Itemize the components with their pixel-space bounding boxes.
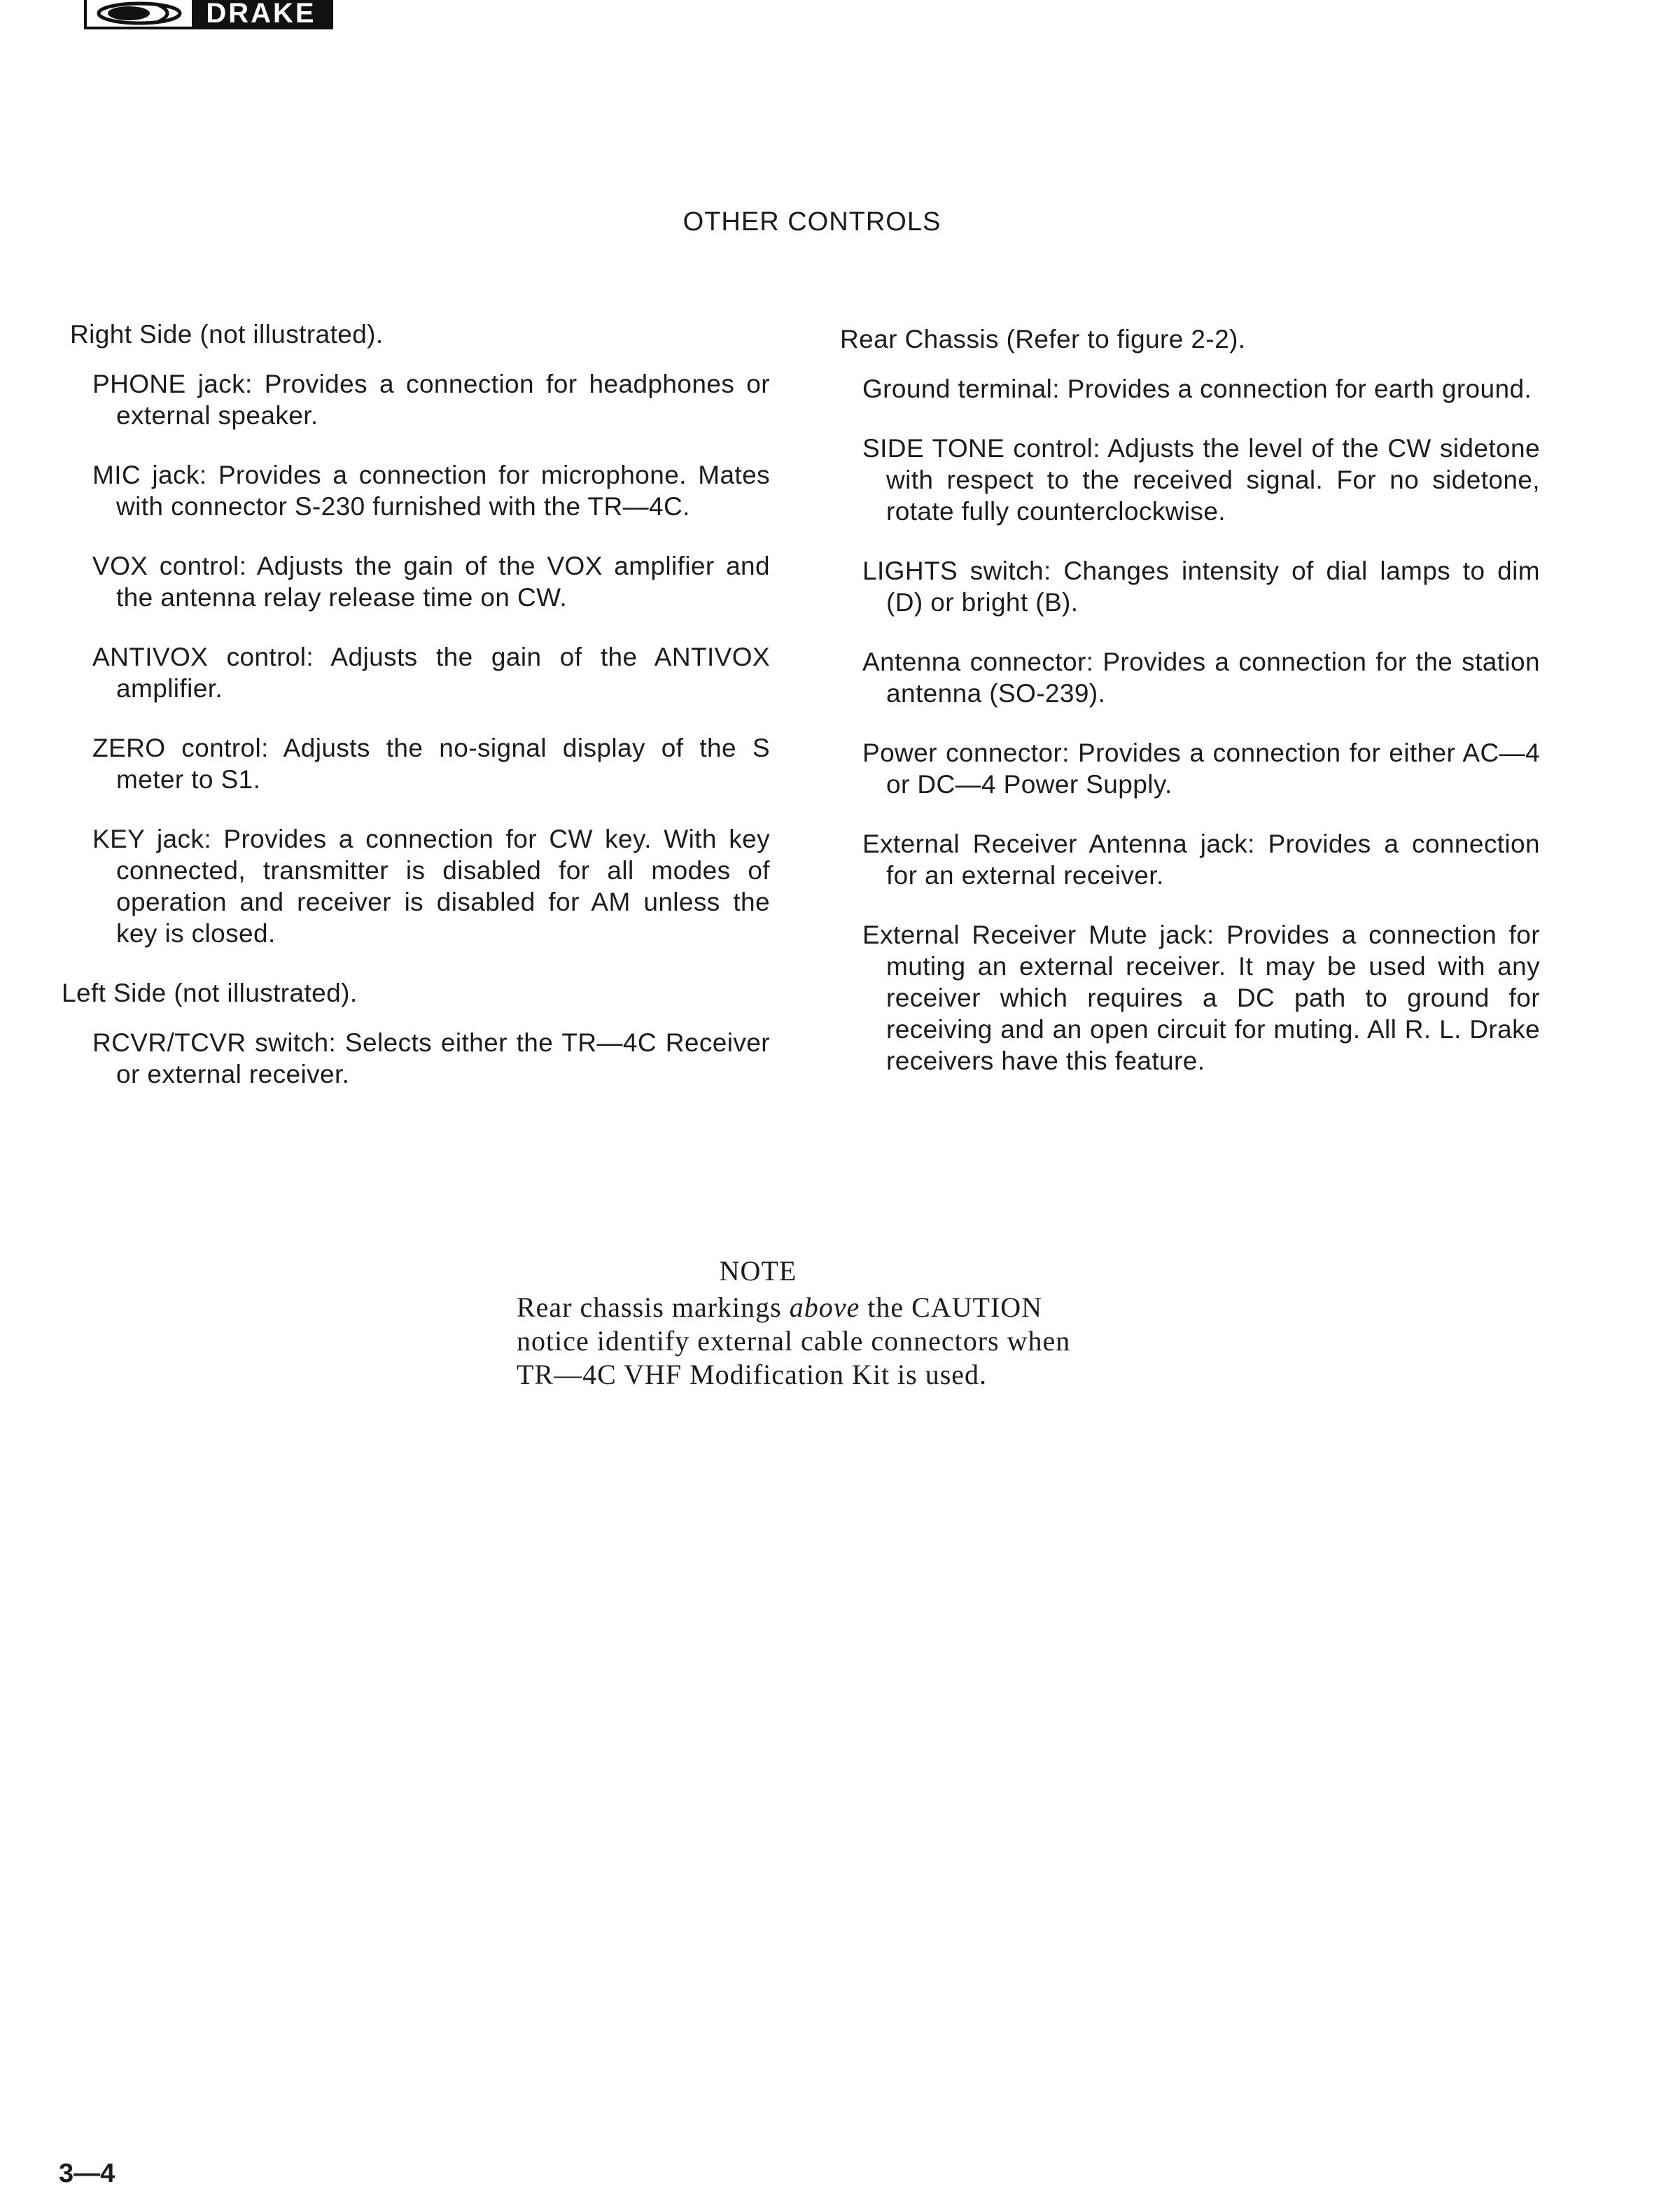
- right-column: [840, 323, 1540, 1105]
- section-title: OTHER CONTROLS: [682, 207, 941, 237]
- ext-receiver-antenna-jack-item: External Receiver Antenna jack: Provides a connection for an external receiver.: [862, 830, 1540, 890]
- mic-jack-item: MIC jack: Provides a connection for microphone. Mates with connector S-230 furnished with the TR—4C.: [92, 461, 770, 521]
- right-side-heading: Right Side (not illustrated).: [70, 320, 384, 349]
- ext-receiver-mute-jack-item: External Receiver Mute jack: Provides a connection for muting an external receiver. It may be used with any receiver which requires a DC path to ground for receiving and an open circuit for muting. All R. L. Drake receivers have this feature.: [862, 920, 1540, 1075]
- drake-logo: [84, 0, 333, 29]
- side-tone-control-item: SIDE TONE control: Adjusts the level of the CW sidetone with respect to the received signal. For no sidetone, rotate fully counterclockwise.: [862, 434, 1540, 526]
- left-side-heading: Left Side (not illustrated).: [62, 979, 358, 1007]
- phone-jack-item: PHONE jack: Provides a connection for headphones or external speaker.: [92, 370, 770, 430]
- note-text: [517, 1291, 1077, 1392]
- note-text-emphasis: above: [789, 1292, 860, 1323]
- vox-control-item: VOX control: Adjusts the gain of the VOX amplifier and the antenna relay release time on CW.: [92, 552, 770, 612]
- note-text-before: Rear chassis markings: [517, 1292, 790, 1323]
- ground-terminal-item: Ground terminal: Provides a connection for earth ground.: [862, 374, 1532, 403]
- lights-switch-item: LIGHTS switch: Changes intensity of dial lamps to dim (D) or bright (B).: [862, 556, 1540, 617]
- drake-emblem-icon: [87, 0, 192, 27]
- rcvr-tcvr-switch-item: RCVR/TCVR switch: Selects either the TR—4C Receiver or external receiver.: [92, 1028, 770, 1088]
- power-connector-item: Power connector: Provides a connection for either AC—4 or DC—4 Power Supply.: [862, 738, 1540, 799]
- antivox-control-item: ANTIVOX control: Adjusts the gain of the ANTIVOX amplifier.: [92, 643, 770, 703]
- zero-control-item: ZERO control: Adjusts the no-signal display of the S meter to S1.: [92, 734, 770, 794]
- note-block: [517, 1254, 1077, 1392]
- note-title: NOTE: [719, 1255, 797, 1287]
- page-number: 3—4: [59, 2159, 115, 2188]
- antenna-connector-item: Antenna connector: Provides a connection for the station antenna (SO-239).: [862, 648, 1540, 708]
- note-text-after: the CAUTION notice identify external cable connectors when TR—4C VHF Modification Kit is used.: [517, 1292, 1071, 1390]
- left-column: [62, 318, 770, 1118]
- rear-chassis-heading: Rear Chassis (Refer to figure 2-2).: [840, 325, 1246, 354]
- key-jack-item: KEY jack: Provides a connection for CW key. With key connected, transmitter is disabled for all modes of operation and receiver is disabled for AM unless the key is closed.: [92, 825, 770, 948]
- brand-wordmark: DRAKE: [192, 0, 330, 27]
